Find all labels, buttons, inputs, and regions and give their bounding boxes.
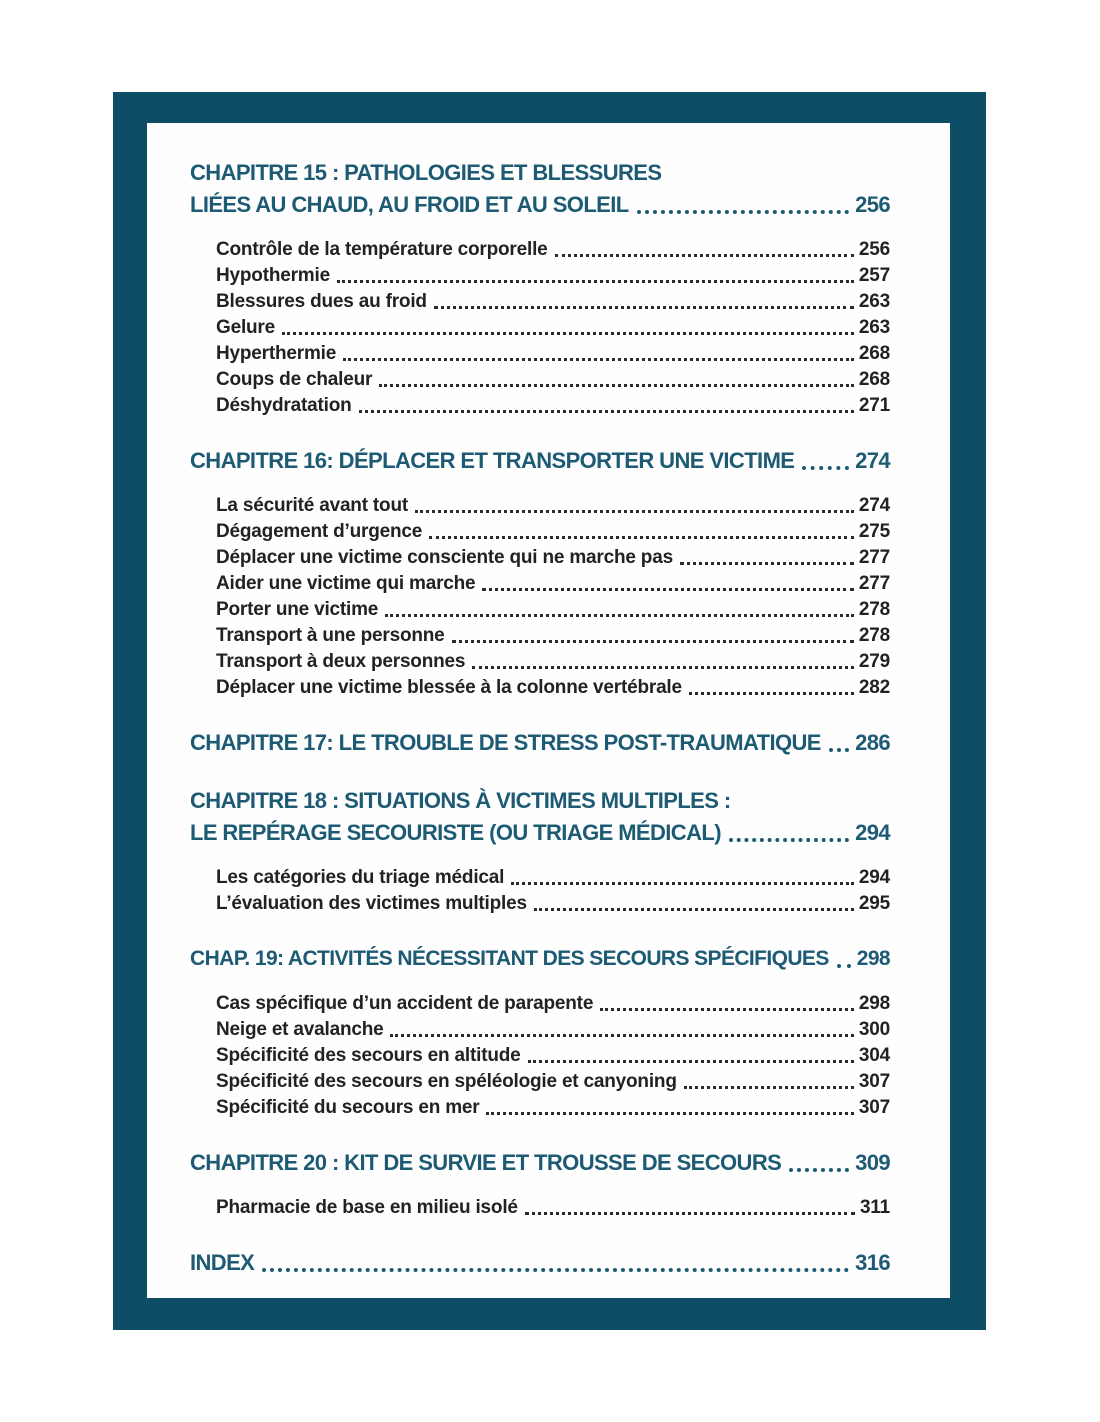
entry-page-number: 263 [858,291,890,312]
entry-page-number: 304 [858,1045,890,1066]
toc-entry [216,649,890,675]
toc-chapter [190,157,890,419]
dotted-leader [829,748,849,752]
entry-page-number: 277 [858,547,890,568]
chapter-title [190,943,890,975]
toc-entry [216,1017,890,1043]
chapter-page-number: 298 [856,947,890,970]
chapter-title-text: CHAPITRE 16: DÉPLACER ET TRANSPORTER UNE VICTIME [190,448,795,473]
chapter-title-text: CHAPITRE 20 : KIT DE SURVIE ET TROUSSE DE SECOURS [190,1150,782,1175]
table-of-contents [147,123,950,1279]
chapter-title [190,1147,890,1179]
entry-page-number: 271 [858,395,890,416]
entry-label: Les catégories du triage médical [216,867,505,888]
toc-entry [216,519,890,545]
entry-label: Porter une victime [216,599,379,620]
dotted-leader [262,1268,849,1272]
dotted-leader [486,1112,853,1115]
toc-entry [216,263,890,289]
chapter-entries [190,1195,890,1221]
entry-page-number: 275 [858,521,890,542]
chapter-title-text: CHAPITRE 17: LE TROUBLE DE STRESS POST-TRAUMATIQUE [190,730,821,755]
dotted-leader [680,562,854,565]
toc-chapter [190,727,890,759]
dotted-leader [528,1060,854,1063]
chapter-entries [190,493,890,701]
toc-chapter [190,785,890,917]
entry-page-number: 256 [858,239,890,260]
entry-page-number: 295 [858,893,890,914]
chapter-title-line [190,445,890,477]
dotted-leader [434,306,854,309]
chapter-title-line [190,189,890,221]
entry-label: La sécurité avant tout [216,495,408,516]
entry-label: Blessures dues au froid [216,291,427,312]
dotted-leader [534,908,854,911]
entry-page-number: 307 [858,1071,890,1092]
entry-page-number: 268 [858,343,890,364]
chapter-title-line [190,817,890,849]
entry-page-number: 311 [859,1197,890,1218]
dotted-leader [802,466,849,470]
entry-page-number: 268 [858,369,890,390]
chapter-entries [190,237,890,419]
chapter-title-line [190,1247,890,1279]
dotted-leader [482,588,853,591]
dotted-leader [525,1212,855,1215]
dotted-leader [600,1008,854,1011]
dotted-leader [729,838,849,842]
chapter-page-number: 286 [855,730,890,755]
entry-page-number: 278 [858,625,890,646]
toc-chapter [190,943,890,1121]
entry-label: Déplacer une victime consciente qui ne marche pas [216,547,673,568]
toc-entry [216,675,890,701]
dotted-leader [837,964,851,968]
entry-page-number: 282 [858,677,890,698]
entry-label: Spécificité des secours en altitude [216,1045,521,1066]
entry-page-number: 298 [858,993,890,1014]
toc-entry [216,571,890,597]
entry-label: Hyperthermie [216,343,337,364]
entry-label: Dégagement d’urgence [216,521,423,542]
toc-entry [216,367,890,393]
toc-chapter [190,1247,890,1279]
chapter-entries [190,991,890,1121]
toc-entry [216,341,890,367]
entry-label: Déplacer une victime blessée à la colonne vertébrale [216,677,682,698]
chapter-title-line [190,727,890,759]
entry-label: Pharmacie de base en milieu isolé [216,1197,518,1218]
page-frame [113,92,986,1330]
entry-label: Déshydratation [216,395,352,416]
toc-entry [216,991,890,1017]
page-paper [147,123,950,1298]
entry-page-number: 277 [858,573,890,594]
entry-label: Hypothermie [216,265,330,286]
dotted-leader [472,666,854,669]
chapter-entries [190,865,890,917]
dotted-leader [359,410,854,413]
toc-entry [216,1195,890,1221]
dotted-leader [689,692,854,695]
chapter-title-line [190,157,890,189]
entry-page-number: 263 [858,317,890,338]
entry-page-number: 279 [858,651,890,672]
dotted-leader [385,614,854,617]
chapter-title-text: LE REPÉRAGE SECOURISTE (OU TRIAGE MÉDICAL) [190,820,721,845]
dotted-leader [415,510,854,513]
chapter-title [190,727,890,759]
dotted-leader [379,384,854,387]
chapter-title [190,445,890,477]
toc-entry [216,315,890,341]
entry-label: Aider une victime qui marche [216,573,476,594]
entry-page-number: 257 [858,265,890,286]
chapter-page-number: 309 [855,1150,890,1175]
entry-label: Neige et avalanche [216,1019,384,1040]
chapter-page-number: 256 [855,192,890,217]
toc-entry [216,493,890,519]
chapter-title-text: CHAPITRE 18 : SITUATIONS À VICTIMES MULTIPLES : [190,788,731,813]
toc-entry [216,237,890,263]
chapter-title [190,785,890,849]
chapter-title-text: LIÉES AU CHAUD, AU FROID ET AU SOLEIL [190,192,629,217]
entry-page-number: 278 [858,599,890,620]
entry-label: Transport à deux personnes [216,651,466,672]
dotted-leader [452,640,854,643]
chapter-title-line [190,785,890,817]
entry-label: Spécificité des secours en spéléologie et canyoning [216,1071,677,1092]
toc-chapter [190,445,890,701]
toc-entry [216,865,890,891]
toc-entry [216,891,890,917]
toc-entry [216,623,890,649]
dotted-leader [429,536,854,539]
toc-chapter [190,1147,890,1221]
chapter-page-number: 294 [855,820,890,845]
chapter-title-line [190,943,890,975]
dotted-leader [684,1086,854,1089]
dotted-leader [337,280,854,283]
toc-entry [216,1043,890,1069]
toc-entry [216,545,890,571]
toc-entry [216,393,890,419]
dotted-leader [282,332,854,335]
entry-label: Cas spécifique d’un accident de parapente [216,993,594,1014]
chapter-title [190,157,890,221]
entry-label: Spécificité du secours en mer [216,1097,480,1118]
chapter-page-number: 274 [855,448,890,473]
toc-entry [216,597,890,623]
entry-page-number: 307 [858,1097,890,1118]
chapter-title-line [190,1147,890,1179]
chapter-page-number: 316 [855,1250,890,1275]
entry-label: Transport à une personne [216,625,445,646]
dotted-leader [343,358,854,361]
entry-page-number: 294 [858,867,890,888]
entry-label: Gelure [216,317,275,338]
chapter-title-text: INDEX [190,1250,255,1275]
dotted-leader [789,1168,849,1172]
entry-label: Coups de chaleur [216,369,373,390]
entry-label: Contrôle de la température corporelle [216,239,548,260]
chapter-title-text: CHAP. 19: ACTIVITÉS NÉCESSITANT DES SECOURS SPÉCIFIQUES [190,947,829,970]
toc-entry [216,1069,890,1095]
dotted-leader [637,210,850,214]
entry-label: L’évaluation des victimes multiples [216,893,527,914]
dotted-leader [555,254,854,257]
entry-page-number: 274 [858,495,890,516]
entry-page-number: 300 [858,1019,890,1040]
dotted-leader [511,882,854,885]
toc-entry [216,1095,890,1121]
chapter-title-text: CHAPITRE 15 : PATHOLOGIES ET BLESSURES [190,160,662,185]
toc-entry [216,289,890,315]
dotted-leader [390,1034,853,1037]
chapter-title [190,1247,890,1279]
